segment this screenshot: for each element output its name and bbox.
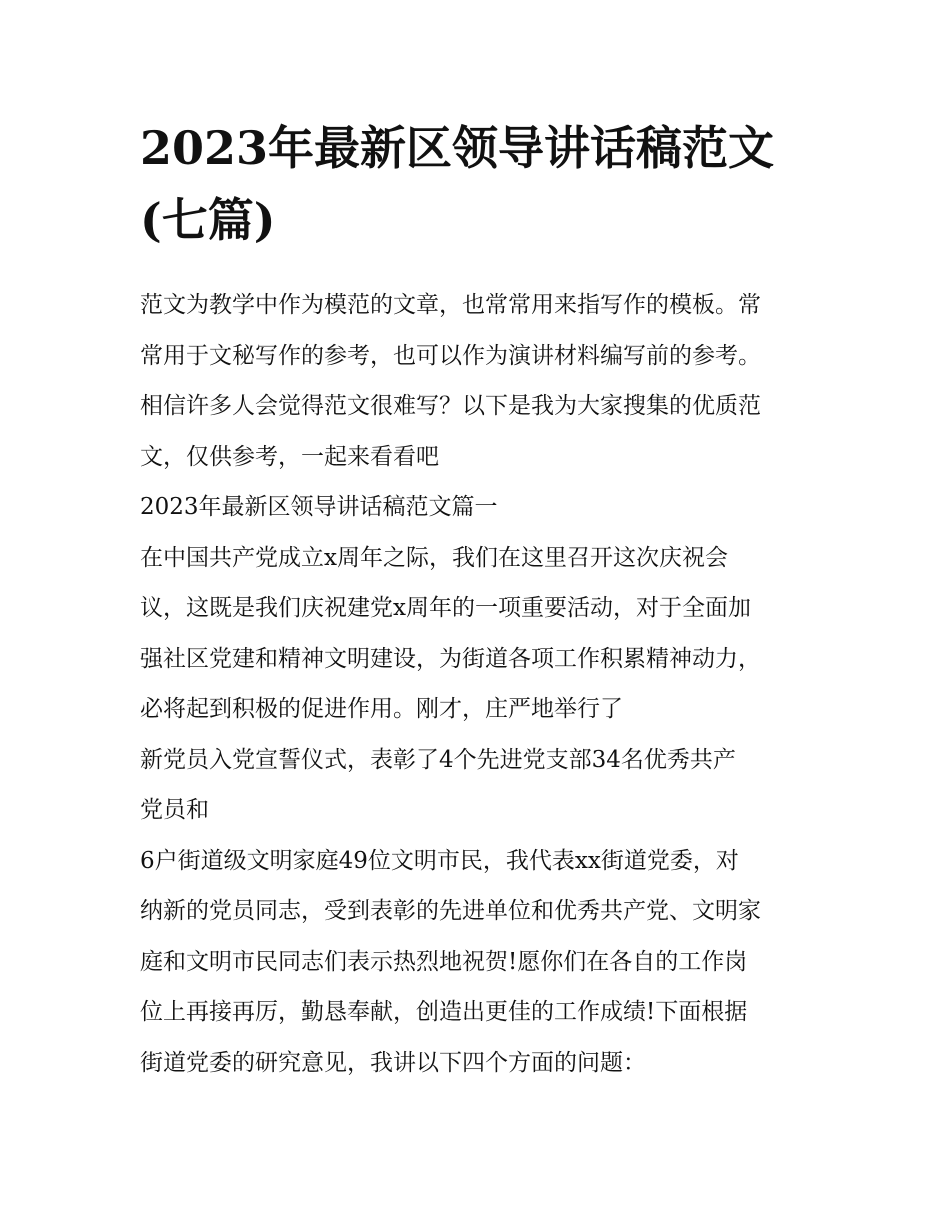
body-line: 6户街道级文明家庭49位文明市民，我代表xx街道党委，对	[140, 847, 739, 874]
section-heading: 2023年最新区领导讲话稿范文篇一	[140, 494, 498, 520]
body-line: 文，仅供参考，一起来看看吧	[140, 443, 439, 470]
body-line: 位上再接再厉，勤恳奉献，创造出更佳的工作成绩!下面根据	[140, 999, 748, 1025]
body-line: 纳新的党员同志，受到表彰的先进单位和优秀共产党、文明家	[140, 898, 761, 924]
body-line: 相信许多人会觉得范文很难写？以下是我为大家搜集的优质范	[140, 393, 761, 419]
title-line: 2023年最新区领导讲话稿范文	[140, 121, 775, 175]
body-line: 强社区党建和精神文明建设，为街道各项工作积累精神动力，	[140, 645, 761, 672]
document-body	[140, 280, 820, 1088]
body-line: 新党员入党宣誓仪式，表彰了4个先进党支部34名优秀共产	[140, 746, 736, 773]
body-line: 议，这既是我们庆祝建党x周年的一项重要活动，对于全面加	[140, 595, 751, 621]
body-line: 在中国共产党成立x周年之际，我们在这里召开这次庆祝会	[140, 544, 728, 571]
body-line: 范文为教学中作为模范的文章，也常常用来指写作的模板。常	[140, 292, 761, 318]
body-line: 必将起到积极的促进作用。刚才，庄严地举行了	[140, 696, 623, 722]
title-line: (七篇)	[140, 193, 276, 247]
body-line: 党员和	[140, 797, 209, 823]
body-line: 庭和文明市民同志们表示热烈地祝贺!愿你们在各自的工作岗	[140, 948, 748, 975]
document-title	[140, 112, 820, 256]
body-line: 常用于文秘写作的参考，也可以作为演讲材料编写前的参考。	[140, 342, 761, 369]
body-line: 街道党委的研究意见，我讲以下四个方面的问题：	[140, 1049, 646, 1076]
